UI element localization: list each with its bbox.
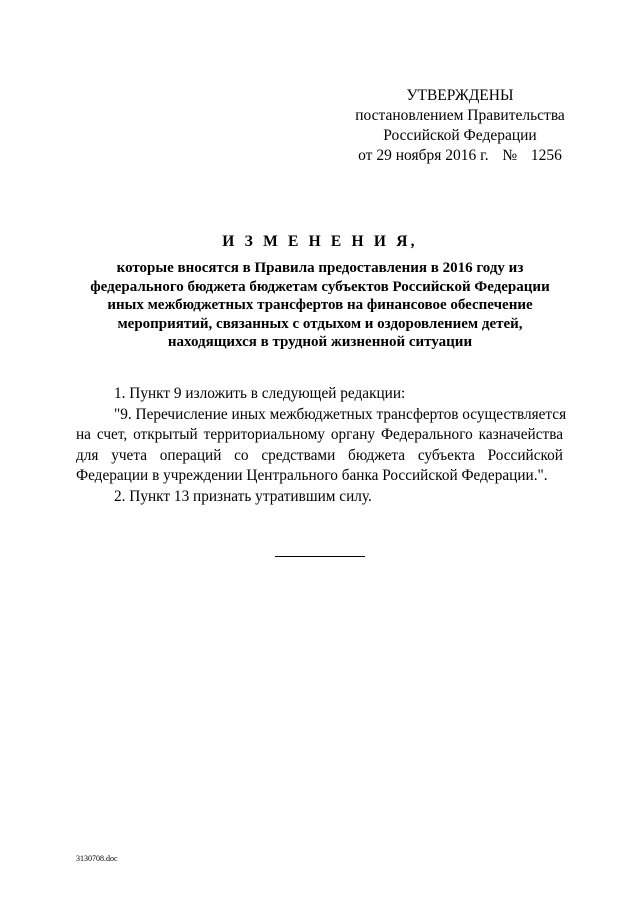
end-separator-line [275,556,365,557]
subtitle-line: мероприятий, связанных с отдыхом и оздоровлением детей, [117,315,523,332]
approval-number: 1256 [530,147,562,164]
approval-heading: УТВЕРЖДЕНЫ [406,87,514,104]
approval-stamp [340,86,580,166]
quote-line: на счет, открытый территориальному органу Федерального казначейства [76,426,563,443]
item-1-paragraph: 1. Пункт 9 изложить в следующей редакции: [114,385,406,402]
document-subtitle [90,259,550,352]
subtitle-line: иных межбюджетных трансфертов на финансовое обеспечение [107,297,533,314]
document-title: И З М Е Н Е Н И Я, [222,233,418,250]
subtitle-line: федерального бюджета бюджетам субъектов Российской Федерации [90,278,550,295]
approval-line-date [340,146,580,166]
approval-date: от 29 ноября 2016 г. [358,147,489,164]
quote-line: "9. Перечисление иных межбюджетных трансфертов осуществляется [114,405,567,423]
approval-line-resolution: постановлением Правительства [355,107,565,124]
document-body [76,384,567,507]
quote-line: для учета операций со средствами бюджета субъекта Российской [76,446,563,464]
footer-doc-code: 3130708.doc [76,854,118,863]
quoted-paragraph [76,405,567,487]
subtitle-line: которые вносятся в Правила предоставления в 2016 году из [116,260,524,276]
item-2-paragraph: 2. Пункт 13 признать утратившим силу. [114,487,372,505]
approval-line-federation: Российской Федерации [383,127,537,144]
quote-line: Федерации в учреждении Центрального банка Российской Федерации.". [76,467,548,484]
approval-number-sign: № [502,147,518,164]
subtitle-line: находящихся в трудной жизненной ситуации [167,334,473,351]
